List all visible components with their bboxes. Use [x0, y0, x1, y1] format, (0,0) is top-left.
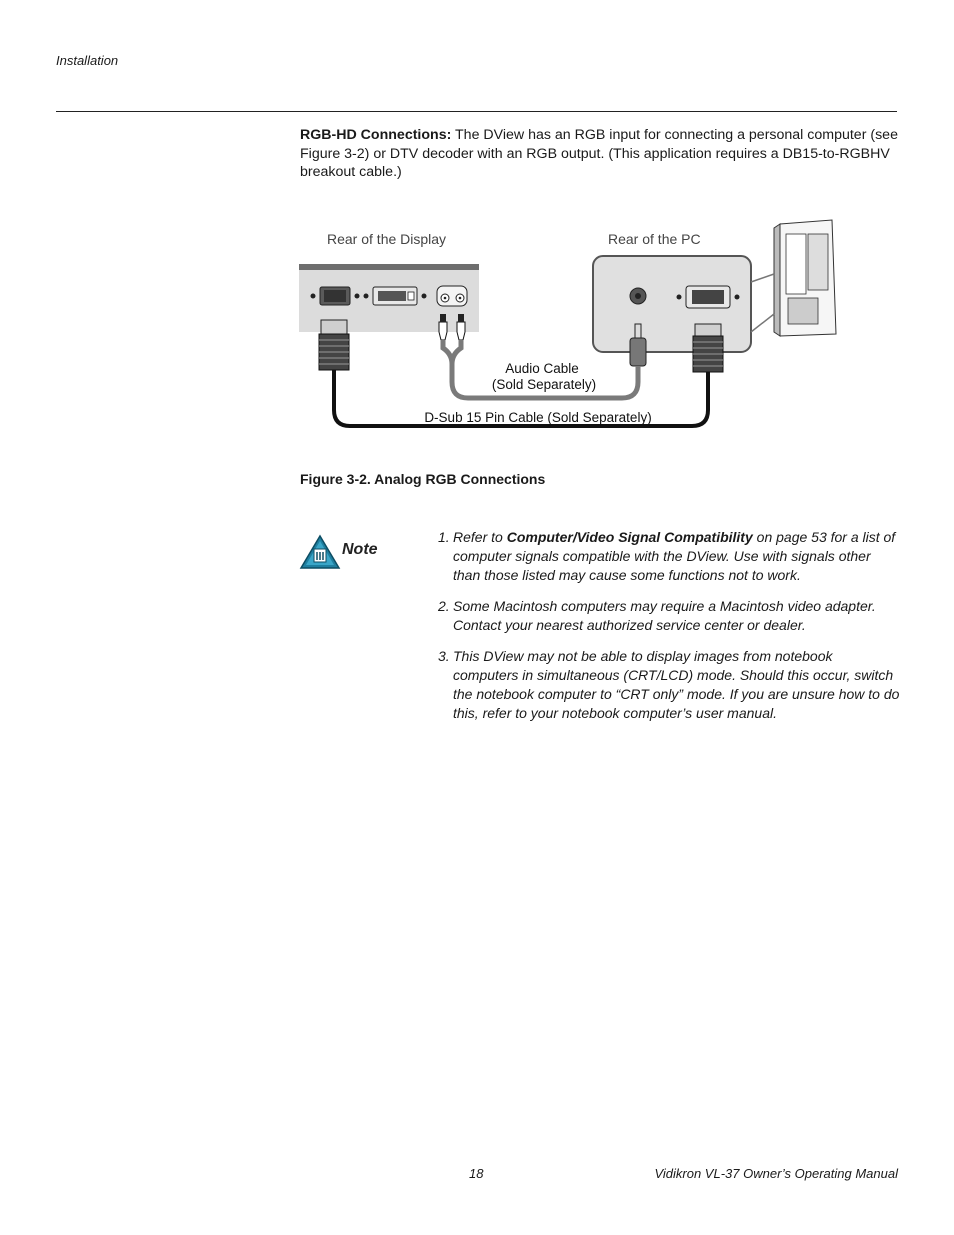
rca-plug-right [457, 322, 465, 340]
label-dsub-cable: D-Sub 15 Pin Cable (Sold Separately) [424, 410, 652, 425]
figure-caption: Figure 3-2. Analog RGB Connections [300, 471, 546, 487]
note-text: This DView may not be able to display images from notebook computers in simultaneous (CRT/LCD) mode. Should this occur, switch the notebook computer to “CRT only” mode. If you are unsure how to do this, refer to your notebook computer’s user manual. [453, 648, 900, 721]
intro-lead: RGB-HD Connections: [300, 127, 452, 143]
header-rule [56, 111, 897, 112]
label-audio-cable-2: (Sold Separately) [491, 377, 597, 392]
note-item [438, 528, 900, 585]
note-text: on page 53 for a list of computer signals compatible with the DView. Use with signals other than those listed may cause some functions not to work. [453, 529, 896, 583]
note-number: 2. [438, 598, 450, 614]
note-label: Note [342, 541, 378, 558]
note-item [438, 647, 900, 723]
note-item [438, 597, 900, 635]
pc-audio-plug-tip [635, 324, 641, 338]
note-text: Some Macintosh computers may require a Macintosh video adapter. Contact your nearest authorized service center or dealer. [453, 598, 876, 633]
page-number: 18 [469, 1166, 484, 1181]
note-icon [298, 534, 342, 570]
intro-paragraph [300, 126, 900, 182]
label-audio-cable-1: Audio Cable [505, 361, 579, 376]
note-text: Refer to [453, 529, 507, 545]
note-reference: Computer/Video Signal Compatibility [506, 529, 753, 545]
note-number: 3. [438, 648, 450, 664]
display-panel-top-edge [299, 264, 479, 270]
display-vga-plug [321, 320, 347, 334]
connection-diagram [296, 214, 841, 434]
note-list [438, 528, 900, 735]
label-rear-pc: Rear of the PC [608, 231, 701, 247]
note-number: 1. [438, 529, 450, 545]
pc-vga-plug [695, 324, 721, 336]
intro-text: The DView has an RGB input for connecting a personal computer (see Figure 3-2) or DTV decoder with an RGB output. (This application requires a DB15-to-RGBHV breakout cable.) [300, 127, 898, 180]
running-header: Installation [56, 53, 119, 68]
manual-title: Vidikron VL-37 Owner’s Operating Manual [654, 1166, 898, 1181]
label-rear-display: Rear of the Display [327, 231, 447, 247]
rca-plug-left [439, 322, 447, 340]
pc-audio-plug [630, 338, 646, 366]
